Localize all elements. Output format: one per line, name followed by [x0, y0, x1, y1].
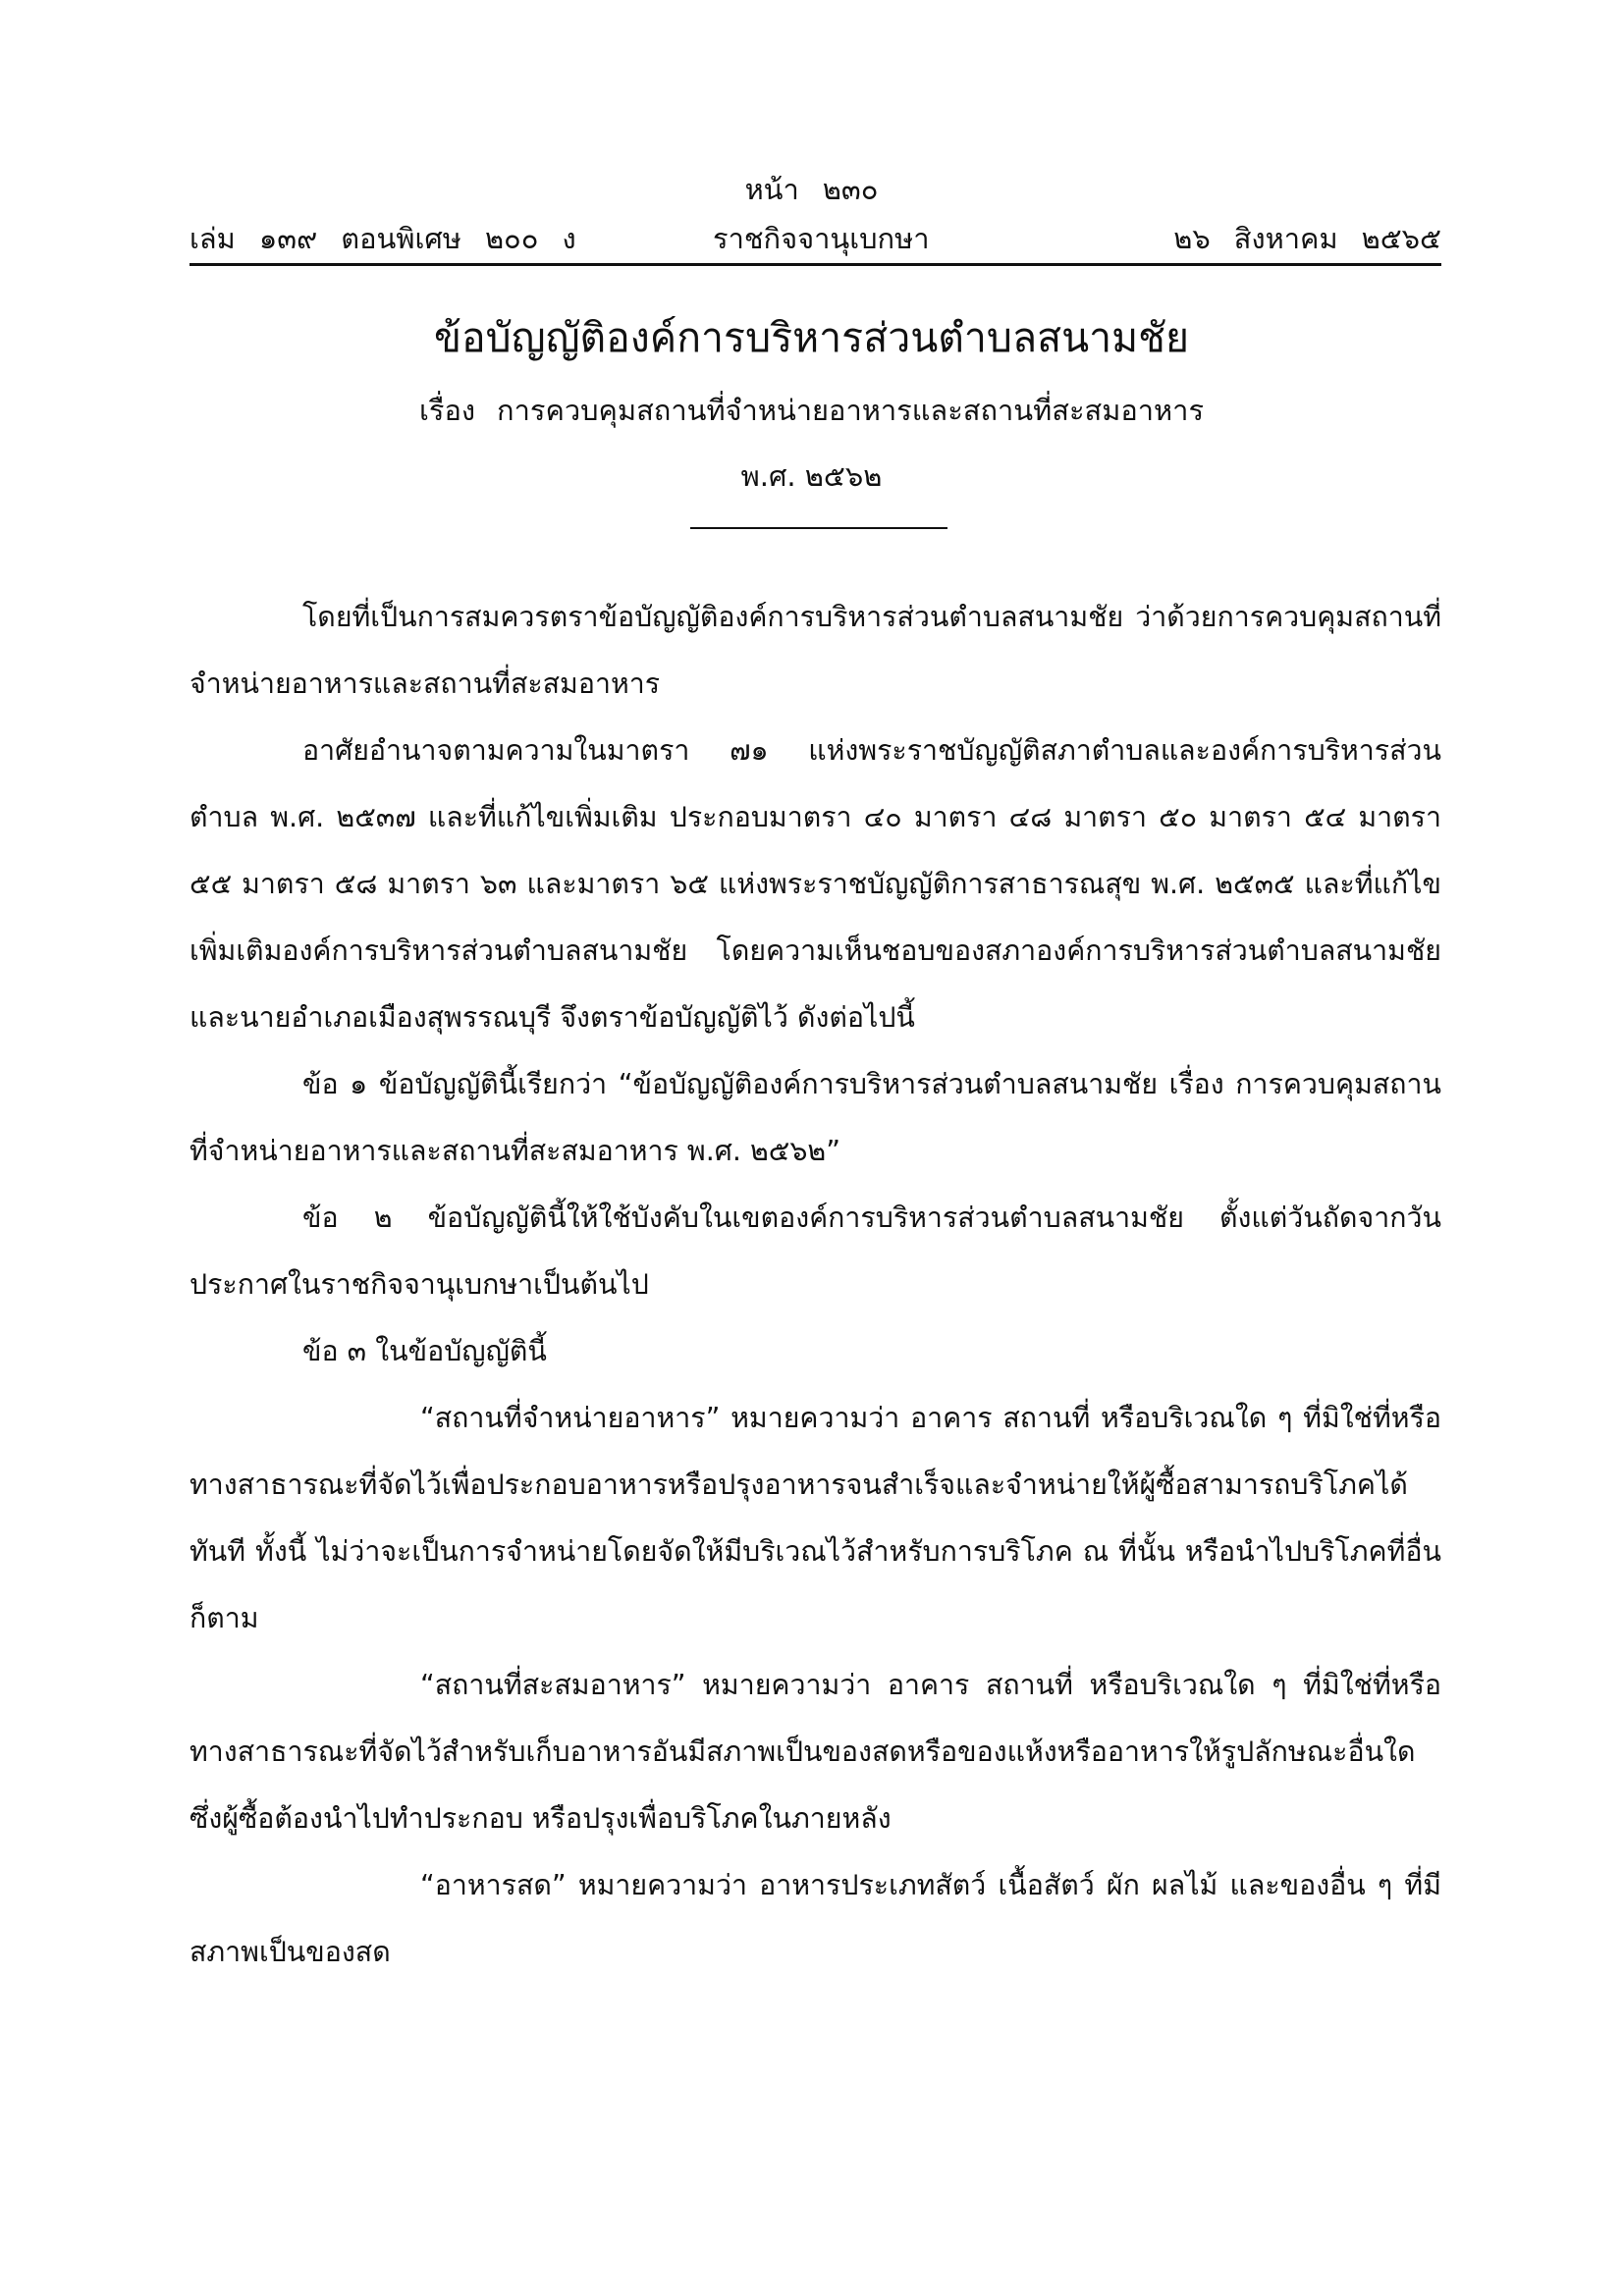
publication-date: [1150, 216, 1441, 261]
gazette-name: ราชกิจจานุเบกษา: [713, 222, 930, 255]
preamble-paragraph: โดยที่เป็นการสมควรตราข้อบัญญัติองค์การบริหารส่วนตำบลสนามชัย ว่าด้วยการควบคุมสถานที่จำหน่ายอาหารและสถานที่สะสมอาหาร: [189, 601, 1441, 700]
issue-number: ๒๐๐: [484, 222, 539, 255]
subject-label: เรื่อง: [418, 394, 476, 427]
subject-text: การควบคุมสถานที่จำหน่ายอาหารและสถานที่สะสมอาหาร: [497, 394, 1205, 427]
volume-number: ๑๓๙: [258, 222, 318, 255]
page-number: ๒๓๐: [822, 173, 879, 206]
volume-issue: [189, 216, 600, 261]
issue-letter: ง: [562, 222, 576, 255]
page-number-line: [0, 167, 1623, 212]
definition-food-storage-place: “สถานที่สะสมอาหาร” หมายความว่า อาคาร สถานที่ หรือบริเวณใด ๆ ที่มิใช่ที่หรือทางสาธารณะที่จัดไว้สำหรับเก็บอาหารอันมีสภาพเป็นของสดหรือของแห้งหรืออาหารให้รูปลักษณะอื่นใดซึ่งผู้ซื้อต้องนำไปทำประกอบ หรือปรุงเพื่อบริโภคในภายหลัง: [189, 1669, 1441, 1835]
document-year: พ.ศ. ๒๕๖๒: [740, 459, 883, 493]
clause-1: ข้อ ๑ ข้อบัญญัตินี้เรียกว่า “ข้อบัญญัติองค์การบริหารส่วนตำบลสนามชัย เรื่อง การควบคุมสถานที่จำหน่ายอาหารและสถานที่สะสมอาหาร พ.ศ. ๒๕๖๒”: [189, 1068, 1441, 1167]
clause-2: ข้อ ๒ ข้อบัญญัตินี้ให้ใช้บังคับในเขตองค์การบริหารส่วนตำบลสนามชัย ตั้งแต่วันถัดจากวันประกาศในราชกิจจานุเบกษาเป็นต้นไป: [189, 1201, 1441, 1301]
date-year: ๒๕๖๕: [1361, 222, 1441, 255]
definition-food-sale-place: “สถานที่จำหน่ายอาหาร” หมายความว่า อาคาร สถานที่ หรือบริเวณใด ๆ ที่มิใช่ที่หรือทางสาธารณะที่จัดไว้เพื่อประกอบอาหารหรือปรุงอาหารจนสำเร็จและจำหน่ายให้ผู้ซื้อสามารถบริโภคได้ทันที ทั้งนี้ ไม่ว่าจะเป็นการจำหน่ายโดยจัดให้มีบริเวณไว้สำหรับการบริโภค ณ ที่นั้น หรือนำไปบริโภคที่อื่นก็ตาม: [189, 1402, 1441, 1634]
gazette-header: [189, 216, 1441, 259]
date-day: ๒๖: [1173, 222, 1211, 255]
clause-3: ข้อ ๓ ในข้อบัญญัตินี้: [302, 1335, 547, 1367]
page-label: หน้า: [744, 173, 799, 206]
document-body: [189, 584, 1441, 1986]
volume-label: เล่ม: [189, 222, 236, 255]
document-subject: [0, 388, 1623, 433]
authority-paragraph: อาศัยอำนาจตามความในมาตรา ๗๑ แห่งพระราชบัญญัติสภาตำบลและองค์การบริหารส่วนตำบล พ.ศ. ๒๕๓๗ และที่แก้ไขเพิ่มเติม ประกอบมาตรา ๔๐ มาตรา ๔๘ มาตรา ๕๐ มาตรา ๕๔ มาตรา ๕๕ มาตรา ๕๘ มาตรา ๖๓ และมาตรา ๖๕ แห่งพระราชบัญญัติการสาธารณสุข พ.ศ. ๒๕๓๕ และที่แก้ไขเพิ่มเติมองค์การบริหารส่วนตำบลสนามชัย โดยความเห็นชอบของสภาองค์การบริหารส่วนตำบลสนามชัย และนายอำเภอเมืองสุพรรณบุรี จึงตราข้อบัญญัติไว้ ดังต่อไปนี้: [189, 734, 1441, 1034]
title-divider: [690, 527, 947, 529]
date-month: สิงหาคม: [1233, 222, 1338, 255]
issue-label: ตอนพิเศษ: [341, 222, 461, 255]
definition-fresh-food: “อาหารสด” หมายความว่า อาหารประเภทสัตว์ เนื้อสัตว์ ผัก ผลไม้ และของอื่น ๆ ที่มีสภาพเป็นของสด: [189, 1869, 1441, 1968]
document-title: ข้อบัญญัติองค์การบริหารส่วนตำบลสนามชัย: [433, 314, 1190, 361]
header-divider: [189, 263, 1441, 266]
